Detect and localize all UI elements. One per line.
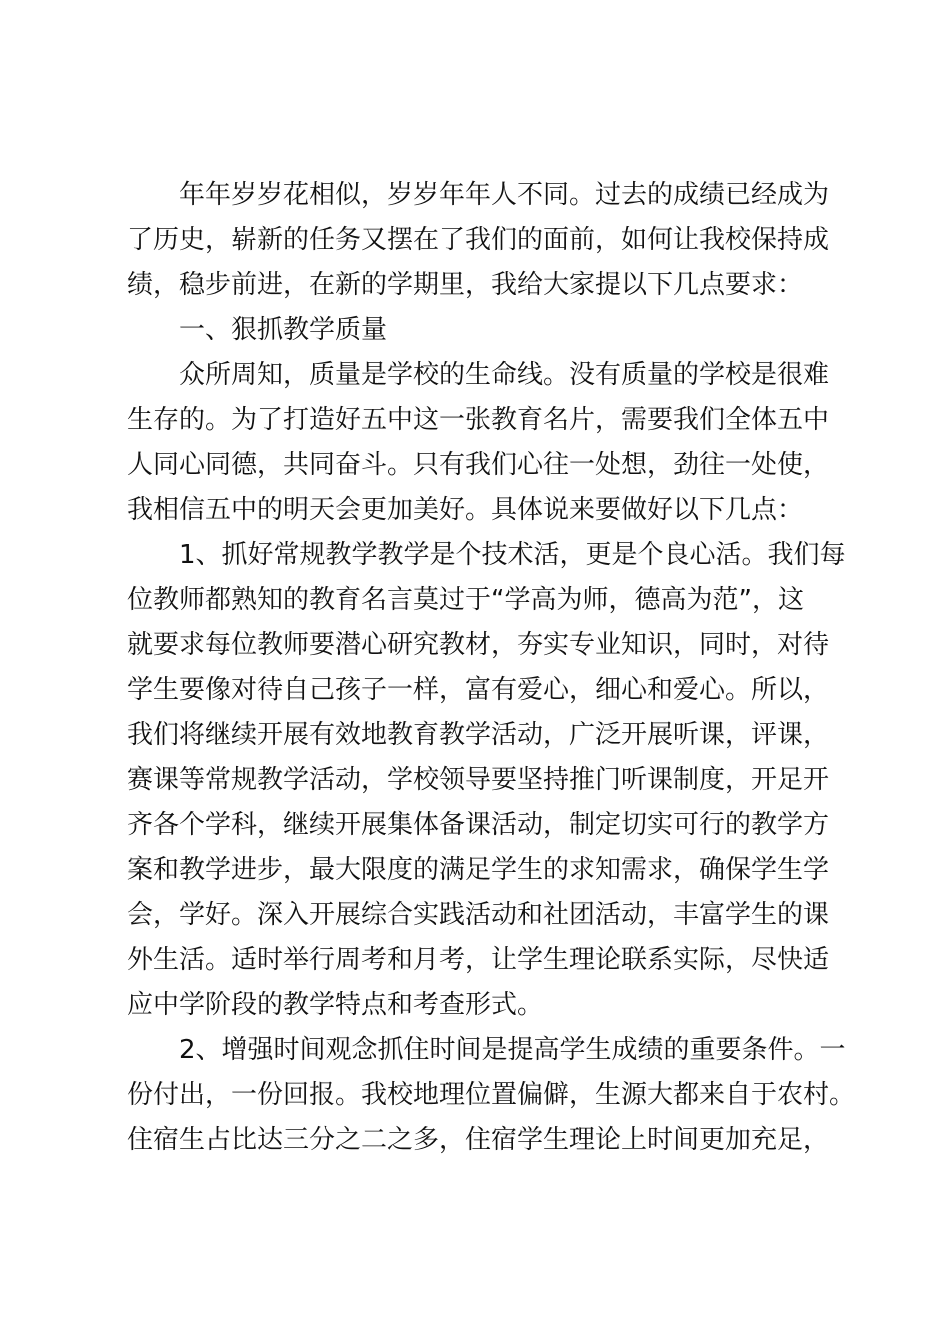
- paragraph-line: 会，学好。深入开展综合实践活动和社团活动，丰富学生的课: [127, 900, 830, 930]
- paragraph-line: 人同心同德，共同奋斗。只有我们心往一处想，劲往一处使，: [127, 450, 830, 480]
- paragraph-line: 了历史，崭新的任务又摆在了我们的面前，如何让我校保持成: [127, 225, 830, 255]
- paragraph-line: 齐各个学科，继续开展集体备课活动，制定切实可行的教学方: [127, 810, 830, 840]
- paragraph-line: 赛课等常规教学活动，学校领导要坚持推门听课制度，开足开: [127, 765, 830, 795]
- paragraph-line: 年年岁岁花相似，岁岁年年人不同。过去的成绩已经成为: [179, 180, 830, 210]
- paragraph-line: 学生要像对待自己孩子一样，富有爱心，细心和爱心。所以，: [127, 675, 830, 705]
- paragraph-line: 住宿生占比达三分之二之多，住宿学生理论上时间更加充足，: [127, 1125, 830, 1155]
- paragraph-line: 位教师都熟知的教育名言莫过于“学高为师，德高为范”，这: [127, 585, 804, 615]
- paragraph-line: 我们将继续开展有效地教育教学活动，广泛开展听课，评课，: [127, 720, 830, 750]
- paragraph-line: 份付出，一份回报。我校地理位置偏僻，生源大都来自于农村。: [127, 1080, 856, 1110]
- paragraph-line: 案和教学进步，最大限度的满足学生的求知需求，确保学生学: [127, 855, 830, 885]
- paragraph-line: 我相信五中的明天会更加美好。具体说来要做好以下几点：: [127, 495, 804, 525]
- paragraph-line: 外生活。适时举行周考和月考，让学生理论联系实际，尽快适: [127, 945, 830, 975]
- paragraph-line: 生存的。为了打造好五中这一张教育名片，需要我们全体五中: [127, 405, 830, 435]
- paragraph-line: 众所周知，质量是学校的生命线。没有质量的学校是很难: [179, 360, 830, 390]
- paragraph-line: 绩，稳步前进，在新的学期里，我给大家提以下几点要求：: [127, 270, 804, 300]
- paragraph-line: 2、增强时间观念抓住时间是提高学生成绩的重要条件。一: [179, 1035, 846, 1065]
- paragraph-line: 1、抓好常规教学教学是个技术活，更是个良心活。我们每: [179, 540, 846, 570]
- paragraph-line: 应中学阶段的教学特点和考查形式。: [127, 990, 544, 1020]
- paragraph-line: 就要求每位教师要潜心研究教材，夯实专业知识，同时，对待: [127, 630, 830, 660]
- section-heading: 一、狠抓教学质量: [179, 315, 388, 345]
